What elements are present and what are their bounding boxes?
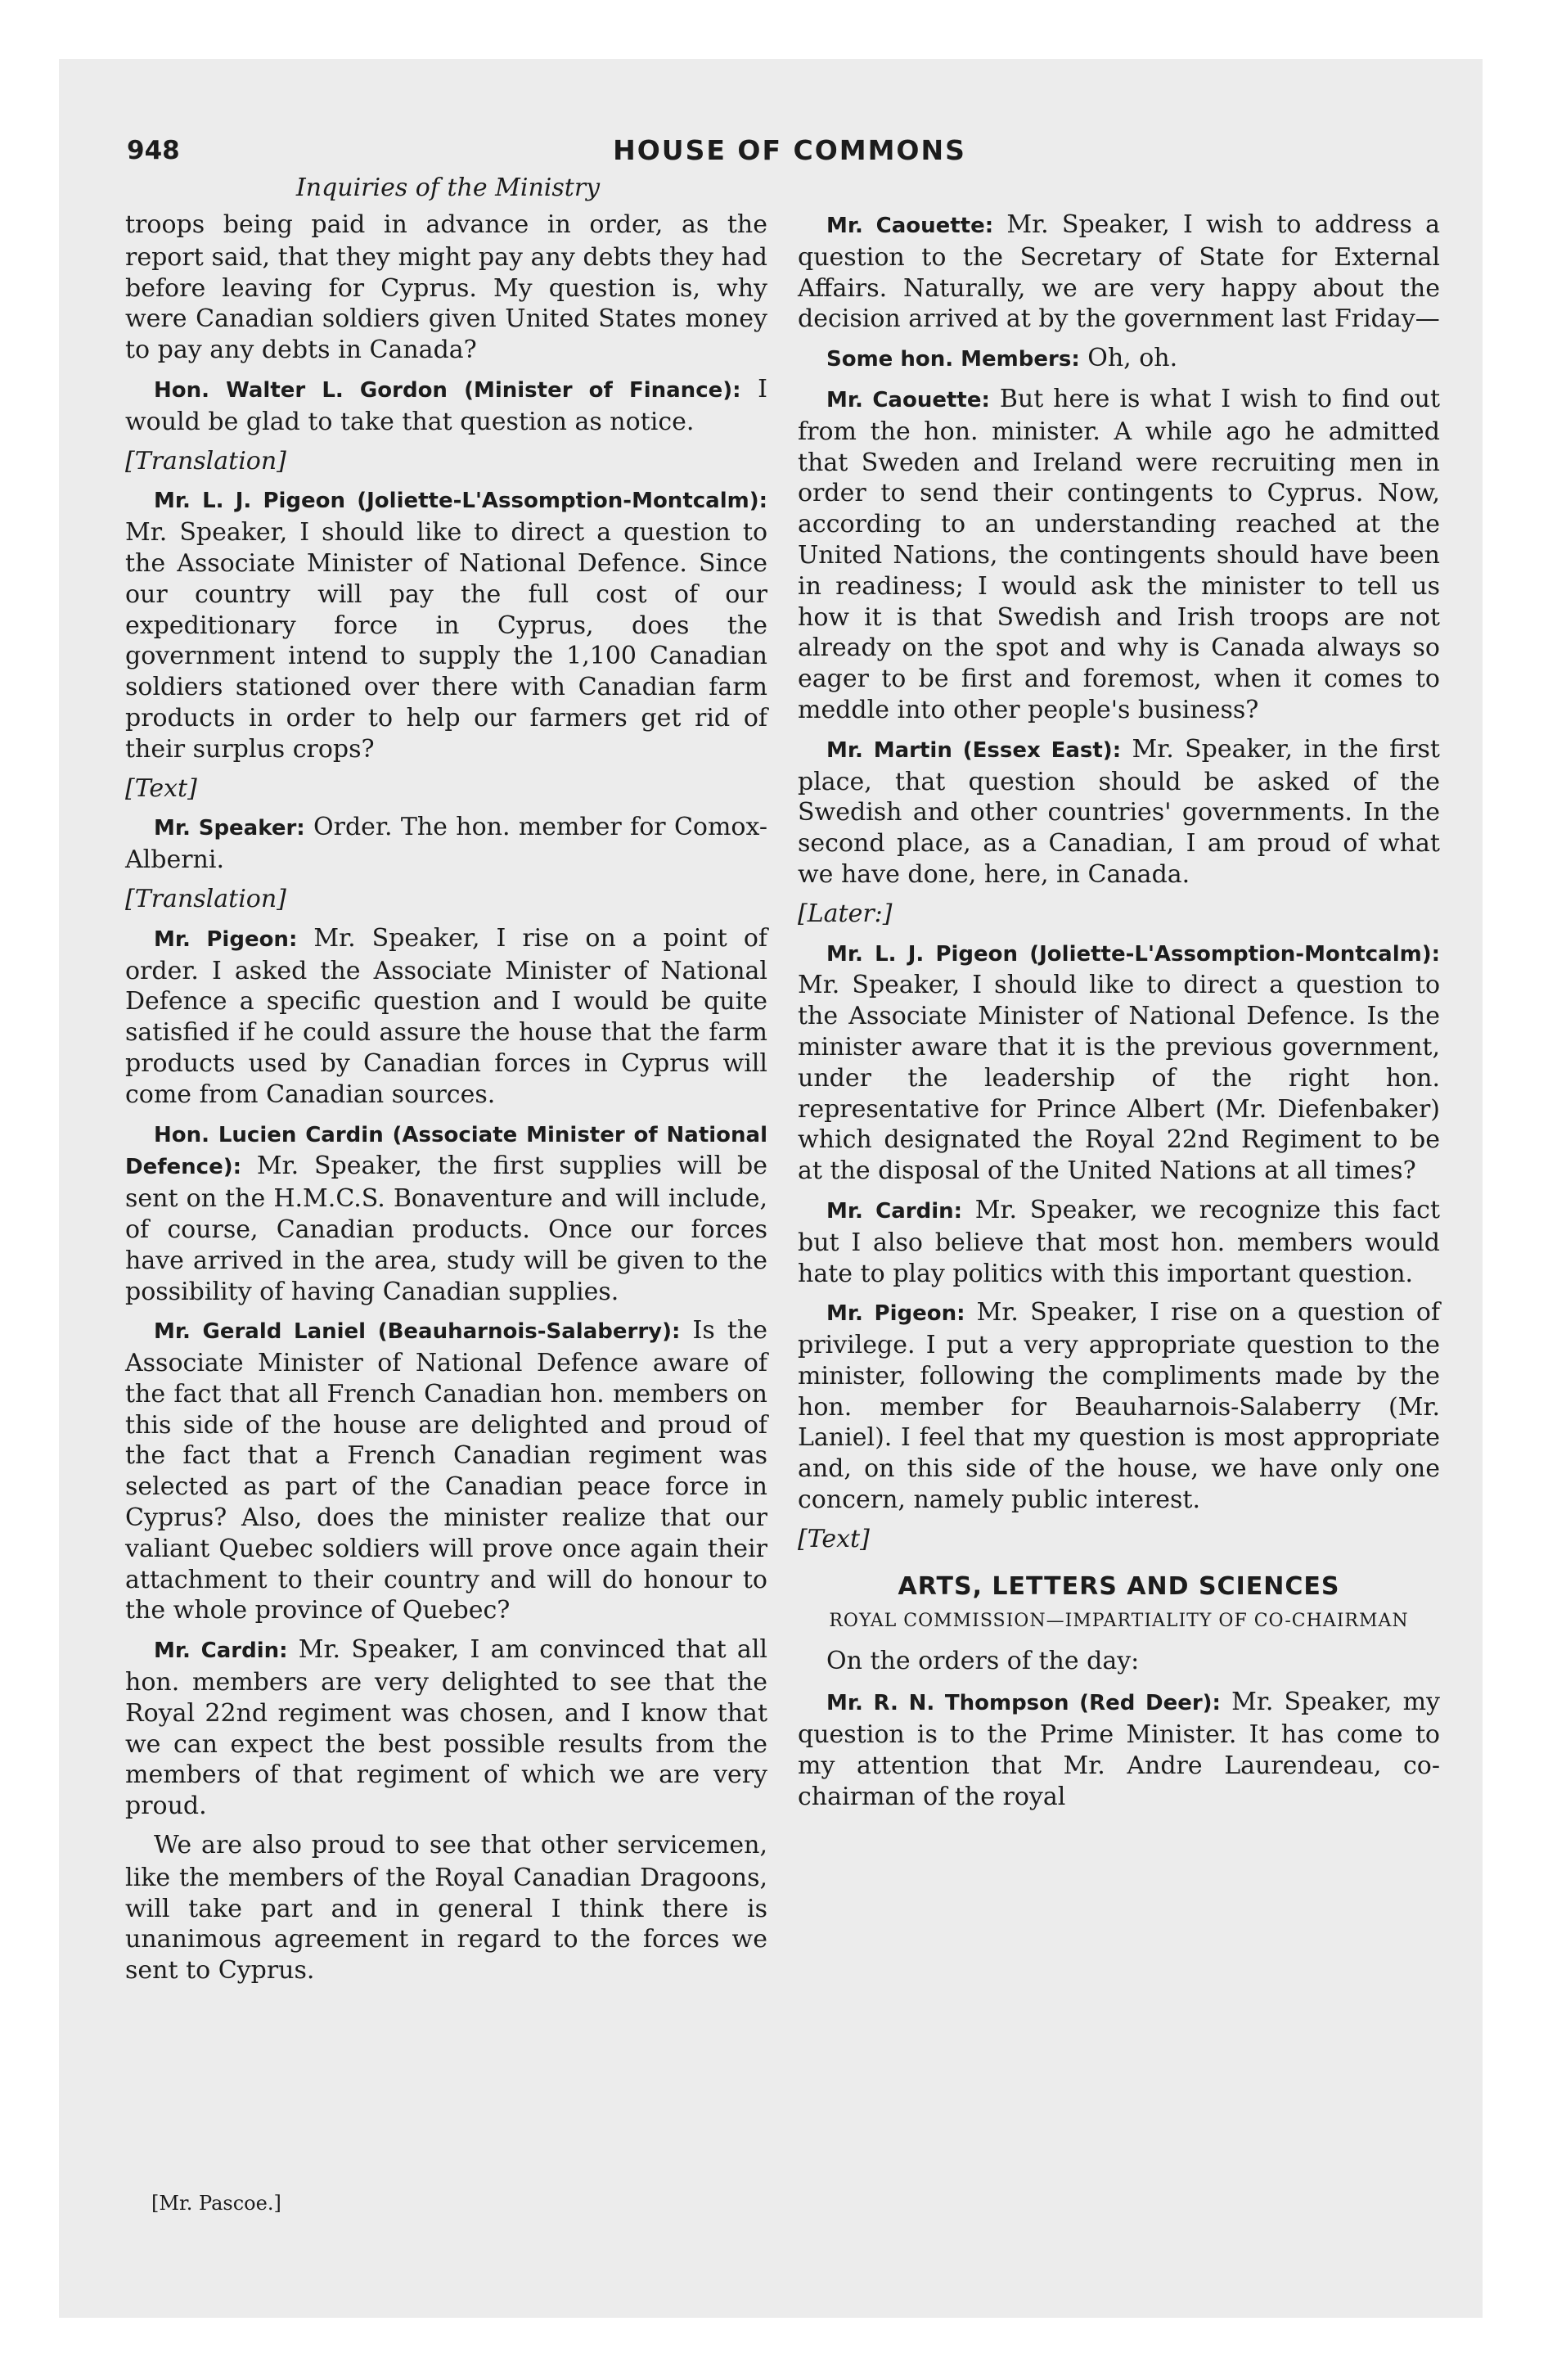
- paragraph: [125, 1315, 767, 1626]
- speaker-name: Hon. Walter L. Gordon (Minister of Finance):: [154, 377, 741, 403]
- translation-tag: [Translation]: [125, 884, 286, 913]
- left-column: [125, 210, 767, 1995]
- later-tag: [Later:]: [798, 899, 893, 928]
- section-heading: ARTS, LETTERS AND SCIENCES: [898, 1571, 1340, 1601]
- speaker-name: Mr. Speaker:: [154, 816, 305, 841]
- paragraph-text: Mr. Speaker, I am convinced that all hon. members are very delighted to see that the Royal 22nd regiment was chosen, and I know that we can expect the best possible results from the members of that regiment of which we are very proud.: [125, 1635, 767, 1821]
- paragraph: [798, 1646, 1440, 1679]
- paragraph-text: Mr. Speaker, we recognize this fact but I also believe that most hon. members would hate to play politics with this important question.: [798, 1195, 1440, 1288]
- text-tag: [Text]: [125, 773, 197, 803]
- paragraph: [798, 1297, 1440, 1516]
- page-title: HOUSE OF COMMONS: [613, 134, 966, 166]
- paragraph: [125, 1119, 767, 1308]
- text-tag: [Text]: [798, 1524, 870, 1553]
- paragraph-text: Is the Associate Minister of National Defence aware of the fact that all French Canadian hon. members on this side of the house are delighted and proud of the fact that a French Canadian regiment was selected as part of the Canadian peace force in Cyprus? Also, does the minister realize that our valiant Quebec soldiers will prove once again their attachment to their country and will do honour to the whole province of Quebec?: [125, 1316, 767, 1625]
- speaker-name: Mr. Gerald Laniel (Beauharnois-Salaberry):: [154, 1319, 681, 1345]
- paragraph: [125, 210, 767, 366]
- page-footer: [Mr. Pascoe.]: [151, 2192, 281, 2215]
- speaker-name: Mr. Cardin:: [154, 1639, 288, 1664]
- paragraph: [125, 812, 767, 876]
- paragraph: [125, 1830, 767, 1986]
- paragraph-text: Oh, oh.: [1079, 344, 1178, 373]
- speaker-name: Mr. Caouette:: [826, 387, 990, 412]
- paragraph: [125, 1634, 767, 1822]
- paragraph: [798, 1195, 1440, 1289]
- page-header: [127, 131, 1452, 174]
- paragraph-text: On the orders of the day:: [826, 1647, 1140, 1676]
- paragraph-text: Mr. Speaker, my question is to the Prime Minister. It has come to my attention that Mr. Andre Laurendeau, co-chairman of the royal: [798, 1688, 1440, 1811]
- paragraph: [798, 384, 1440, 726]
- paragraph-text: Mr. Speaker, in the first place, that question should be asked of the Swedish and other countries' governments. In the second place, as a Canadian, I am proud of what we have done, here, in Canada.: [798, 734, 1440, 889]
- speaker-name: Mr. Pigeon:: [826, 1301, 965, 1327]
- speaker-name: Mr. Martin (Essex East):: [826, 737, 1122, 763]
- speaker-name: Mr. L. J. Pigeon (Joliette-L'Assomption-Montcalm):: [154, 489, 767, 514]
- paragraph-text: We are also proud to see that other servicemen, like the members of the Royal Canadian Dragoons, will take part and in general I think there is unanimous agreement in regard to the forces we sent to Cyprus.: [125, 1831, 767, 1986]
- paragraph: [125, 923, 767, 1111]
- speaker-name: Mr. Caouette:: [826, 214, 994, 238]
- speaker-name: Mr. Cardin:: [826, 1198, 963, 1224]
- speaker-name: Mr. R. N. Thompson (Red Deer):: [826, 1691, 1221, 1716]
- paragraph-text: Mr. Speaker, I rise on a question of privilege. I put a very appropriate question to the minister, following the compliments made by the hon. member for Beauharnois-Salaberry (Mr. Laniel). I feel that my question is most appropriate and, on this side of the house, we have only one concern, namely public interest.: [798, 1298, 1440, 1515]
- speaker-name: Hon. Lucien Cardin (Associate Minister of National Defence):: [125, 1122, 767, 1180]
- paragraph-text: Mr. Speaker, I wish to address a question to the Secretary of State for External Affairs. Naturally, we are very happy about the decision arrived at by the government last Friday—: [798, 210, 1441, 334]
- paragraph-text: I would be glad to take that question as notice.: [125, 374, 767, 436]
- right-column: [798, 210, 1440, 1820]
- paragraph: [125, 485, 767, 764]
- paragraph-text: Mr. Speaker, the first supplies will be sent on the H.M.C.S. Bonaventure and will include, of course, Canadian products. Once our forces have arrived in the area, study will be given to the possibility of having Canadian supplies.: [125, 1152, 767, 1306]
- paragraph-text: troops being paid in advance in order, as the report said, that they might pay any debts they had before leaving for Cyprus. My question is, why were Canadian soldiers given United States money to pay any debts in Canada?: [125, 210, 767, 365]
- paragraph-text: Mr. Speaker, I should like to direct a question to the Associate Minister of National Defence. Is the minister aware that it is the previous government, under the leadership of the right hon. representative for Prince Albert (Mr. Diefenbaker) which designated the Royal 22nd Regiment to be at the disposal of the United Nations at all times?: [798, 971, 1440, 1186]
- page-number: 948: [127, 136, 180, 165]
- speaker-name: Some hon. Members:: [826, 347, 1080, 372]
- translation-tag: [Translation]: [125, 446, 286, 476]
- paragraph: [798, 1687, 1440, 1812]
- paragraph-text: But here is what I wish to find out from the hon. minister. A while ago he admitted that Sweden and Ireland were recruiting men in order to send their contingents to Cyprus. Now, according to an understanding reached at the United Nations, the contingents should have been in readiness; I would ask the minister to tell us how it is that Swedish and Irish troops are not already on the spot and why is Canada always so eager to be first and foremost, when it comes to meddle into other people's business?: [798, 384, 1441, 724]
- paragraph: [798, 210, 1440, 335]
- paragraph: [125, 374, 767, 438]
- speaker-name: Mr. L. J. Pigeon (Joliette-L'Assomption-Montcalm):: [826, 941, 1440, 967]
- paragraph-text: Mr. Speaker, I should like to direct a question to the Associate Minister of National Defence. Since our country will pay the full cost of our expeditionary force in Cyprus, does the government intend to supply the 1,100 Canadian soldiers stationed over there with Canadian farm products in order to help our farmers get rid of their surplus crops?: [125, 518, 767, 764]
- paragraph-text: Order. The hon. member for Comox-Alberni.: [125, 813, 767, 875]
- paragraph: [798, 734, 1440, 890]
- paragraph: [798, 343, 1440, 376]
- paragraph-text: Mr. Speaker, I rise on a point of order. I asked the Associate Minister of National Defence a specific question and I would be quite satisfied if he could assure the house that the farm products used by Canadian forces in Cyprus will come from Canadian sources.: [125, 923, 767, 1109]
- paragraph: [798, 938, 1440, 1187]
- section-subheading: ROYAL COMMISSION—IMPARTIALITY OF CO-CHAIRMAN: [829, 1611, 1409, 1632]
- speaker-name: Mr. Pigeon:: [154, 926, 298, 952]
- section-subtitle: Inquiries of the Ministry: [295, 174, 601, 202]
